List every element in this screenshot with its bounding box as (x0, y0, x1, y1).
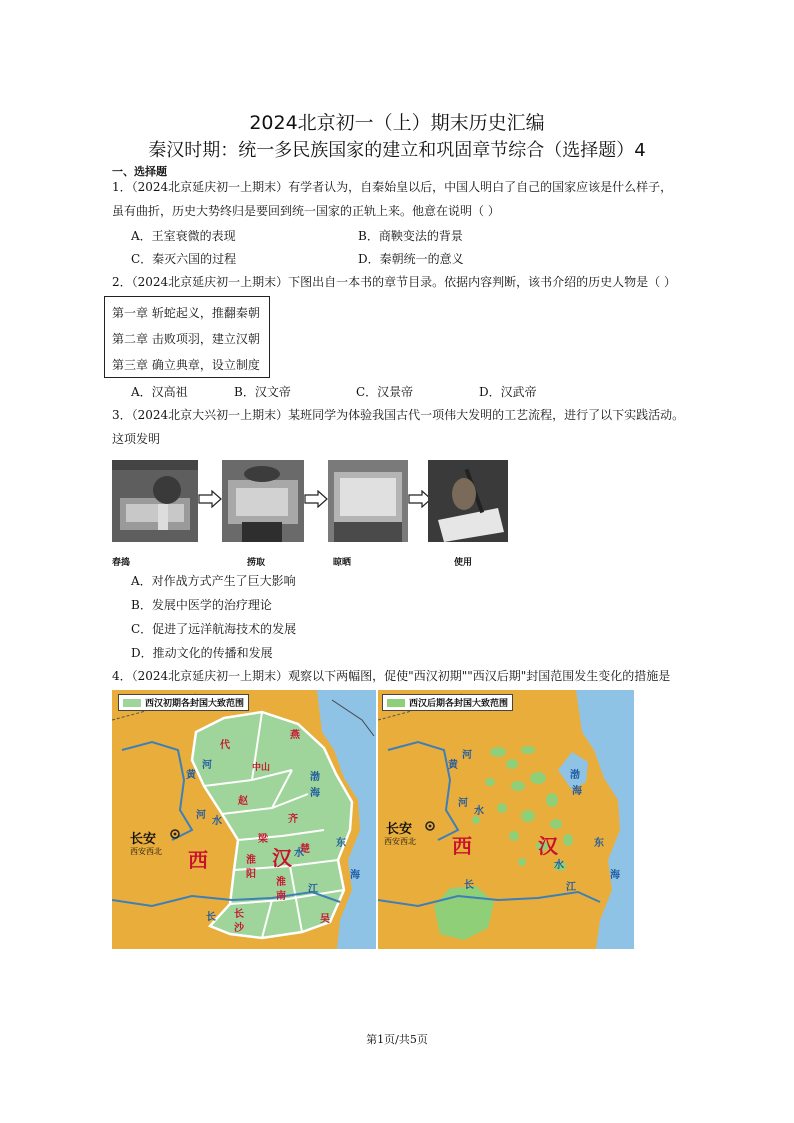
chapter-list-box (104, 296, 270, 378)
map2-big-han: 汉 (538, 834, 558, 858)
map1-region-zhao: 赵 (238, 796, 248, 807)
q1-option-d: D．秦朝统一的意义 (358, 252, 464, 266)
map2-sea-bo: 渤 (570, 770, 580, 781)
map1-river-he1: 河 (202, 760, 212, 771)
q2-option-b: B．汉文帝 (234, 385, 291, 399)
map2-river-huang: 黄 (448, 760, 458, 771)
q3-option-a: A．对作战方式产生了巨大影响 (131, 574, 296, 588)
map1-region-dai: 代 (220, 740, 230, 751)
map1-region-liang: 梁 (258, 834, 268, 845)
map1-big-xi: 西 (188, 848, 208, 872)
q1-option-b: B．商鞅变法的背景 (358, 229, 463, 243)
q3-option-c: C．促进了远洋航海技术的发展 (131, 622, 297, 636)
question-3-line1: 3．（2024北京大兴初一上期末）某班同学为体验我国古代一项伟大发明的工艺流程，进行了以下实践活动。 (112, 408, 685, 422)
q2-option-a: A．汉高祖 (131, 385, 188, 399)
map2-legend-text: 西汉后期各封国大致范围 (409, 699, 509, 709)
map1-sea-hai2: 海 (350, 870, 360, 881)
chapter-1: 第一章 斩蛇起义，推翻秦朝 (112, 306, 260, 320)
map1-river-shui1: 水 (212, 816, 222, 827)
map2-river-he1: 河 (462, 750, 472, 761)
map2-river-chang: 长 (464, 880, 474, 891)
photo-drying (328, 460, 408, 542)
map2-sea-dong: 东 (594, 838, 604, 849)
map-early-western-han (112, 690, 376, 949)
map1-region-yan: 燕 (290, 730, 300, 741)
map1-region-changsha: 长沙 (234, 909, 244, 934)
map2-sea-hai2: 海 (610, 870, 620, 881)
q1-option-c: C．秦灭六国的过程 (131, 252, 237, 266)
caption-pounding: 春捣 (112, 558, 131, 568)
q3-option-b: B．发展中医学的治疗理论 (131, 598, 272, 612)
arrow-right-icon (198, 490, 222, 512)
map2-river-shui2: 水 (554, 860, 564, 871)
caption-scooping: 捞取 (247, 558, 266, 568)
map1-river-shui2: 水 (294, 848, 304, 859)
q2-option-c: C．汉景帝 (356, 385, 414, 399)
q1-option-a: A．王室衰微的表现 (131, 229, 236, 243)
legend-swatch (387, 699, 405, 707)
question-1-line2: 虽有曲折，历史大势终归是要回到统一国家的正轨上来。他意在说明（ ） (112, 204, 500, 218)
map2-big-xi: 西 (452, 834, 472, 858)
question-1-line1: 1．（2024北京延庆初一上期末）有学者认为，自秦始皇以后，中国人明白了自己的国家应该是什么样子， (112, 180, 673, 194)
photo-scooping (222, 460, 304, 542)
map1-region-wu: 吴 (320, 914, 330, 925)
question-4-line1: 4．（2024北京延庆初一上期末）观察以下两幅图，促使"西汉初期""西汉后期"封国范围发生变化的措施是 (112, 669, 671, 683)
map1-big-han: 汉 (272, 846, 292, 870)
map1-region-huainan: 淮南 (276, 877, 286, 902)
map1-region-chu: 楚 (300, 844, 310, 855)
q3-option-d: D．推动文化的传播和发展 (131, 646, 273, 660)
map1-river-jiang: 江 (308, 884, 318, 895)
map2-legend (382, 694, 513, 711)
document-title: 2024北京初一（上）期末历史汇编 (249, 112, 545, 134)
map1-city-note: 西安西北 (130, 847, 162, 856)
map1-sea-bo: 渤 (310, 772, 320, 783)
question-4 (112, 664, 712, 688)
photo-pounding (112, 460, 198, 542)
map1-legend-text: 西汉初期各封国大致范围 (145, 699, 245, 709)
map2-city-note: 西安西北 (384, 837, 416, 846)
map1-river-huang: 黄 (186, 770, 196, 781)
map2-city-changan: 长安 (386, 822, 413, 837)
map2-river-shui1: 水 (474, 806, 484, 817)
map1-river-he2: 河 (196, 810, 206, 821)
map-late-western-han (378, 690, 634, 949)
document-subtitle: 秦汉时期：统一多民族国家的建立和巩固章节综合（选择题）4 (148, 140, 646, 161)
question-1 (112, 175, 690, 223)
chapter-2: 第二章 击败项羽，建立汉朝 (112, 332, 260, 346)
map1-river-chang: 长 (206, 912, 216, 923)
map1-region-zhongshan: 中山 (252, 763, 271, 773)
map1-sea-dong: 东 (336, 838, 346, 849)
page-footer: 第1页/共5页 (366, 1033, 428, 1046)
map1-sea-hai1: 海 (310, 788, 320, 799)
legend-swatch (123, 699, 141, 707)
photo-writing (428, 460, 508, 542)
section-heading: 一、选择题 (112, 165, 167, 178)
map1-region-qi: 齐 (288, 814, 298, 825)
map1-region-huaiyang: 淮阳 (246, 855, 256, 880)
map1-city-changan: 长安 (130, 832, 157, 847)
question-3 (112, 403, 690, 451)
map2-river-he2: 河 (458, 798, 468, 809)
chapter-3: 第三章 确立典章，设立制度 (112, 358, 260, 372)
q2-option-d: D．汉武帝 (479, 385, 537, 399)
caption-drying: 晾晒 (333, 558, 352, 568)
arrow-right-icon (304, 490, 328, 512)
caption-using: 使用 (454, 558, 473, 568)
map1-legend (118, 694, 249, 711)
map2-sea-hai1: 海 (572, 786, 582, 797)
question-2 (112, 270, 690, 294)
map2-river-jiang: 江 (566, 882, 576, 893)
question-3-line2: 这项发明 (112, 432, 161, 446)
question-2-line1: 2．（2024北京延庆初一上期末）下图出自一本书的章节目录。依据内容判断，该书介绍的历史人物是（ ） (112, 275, 676, 289)
